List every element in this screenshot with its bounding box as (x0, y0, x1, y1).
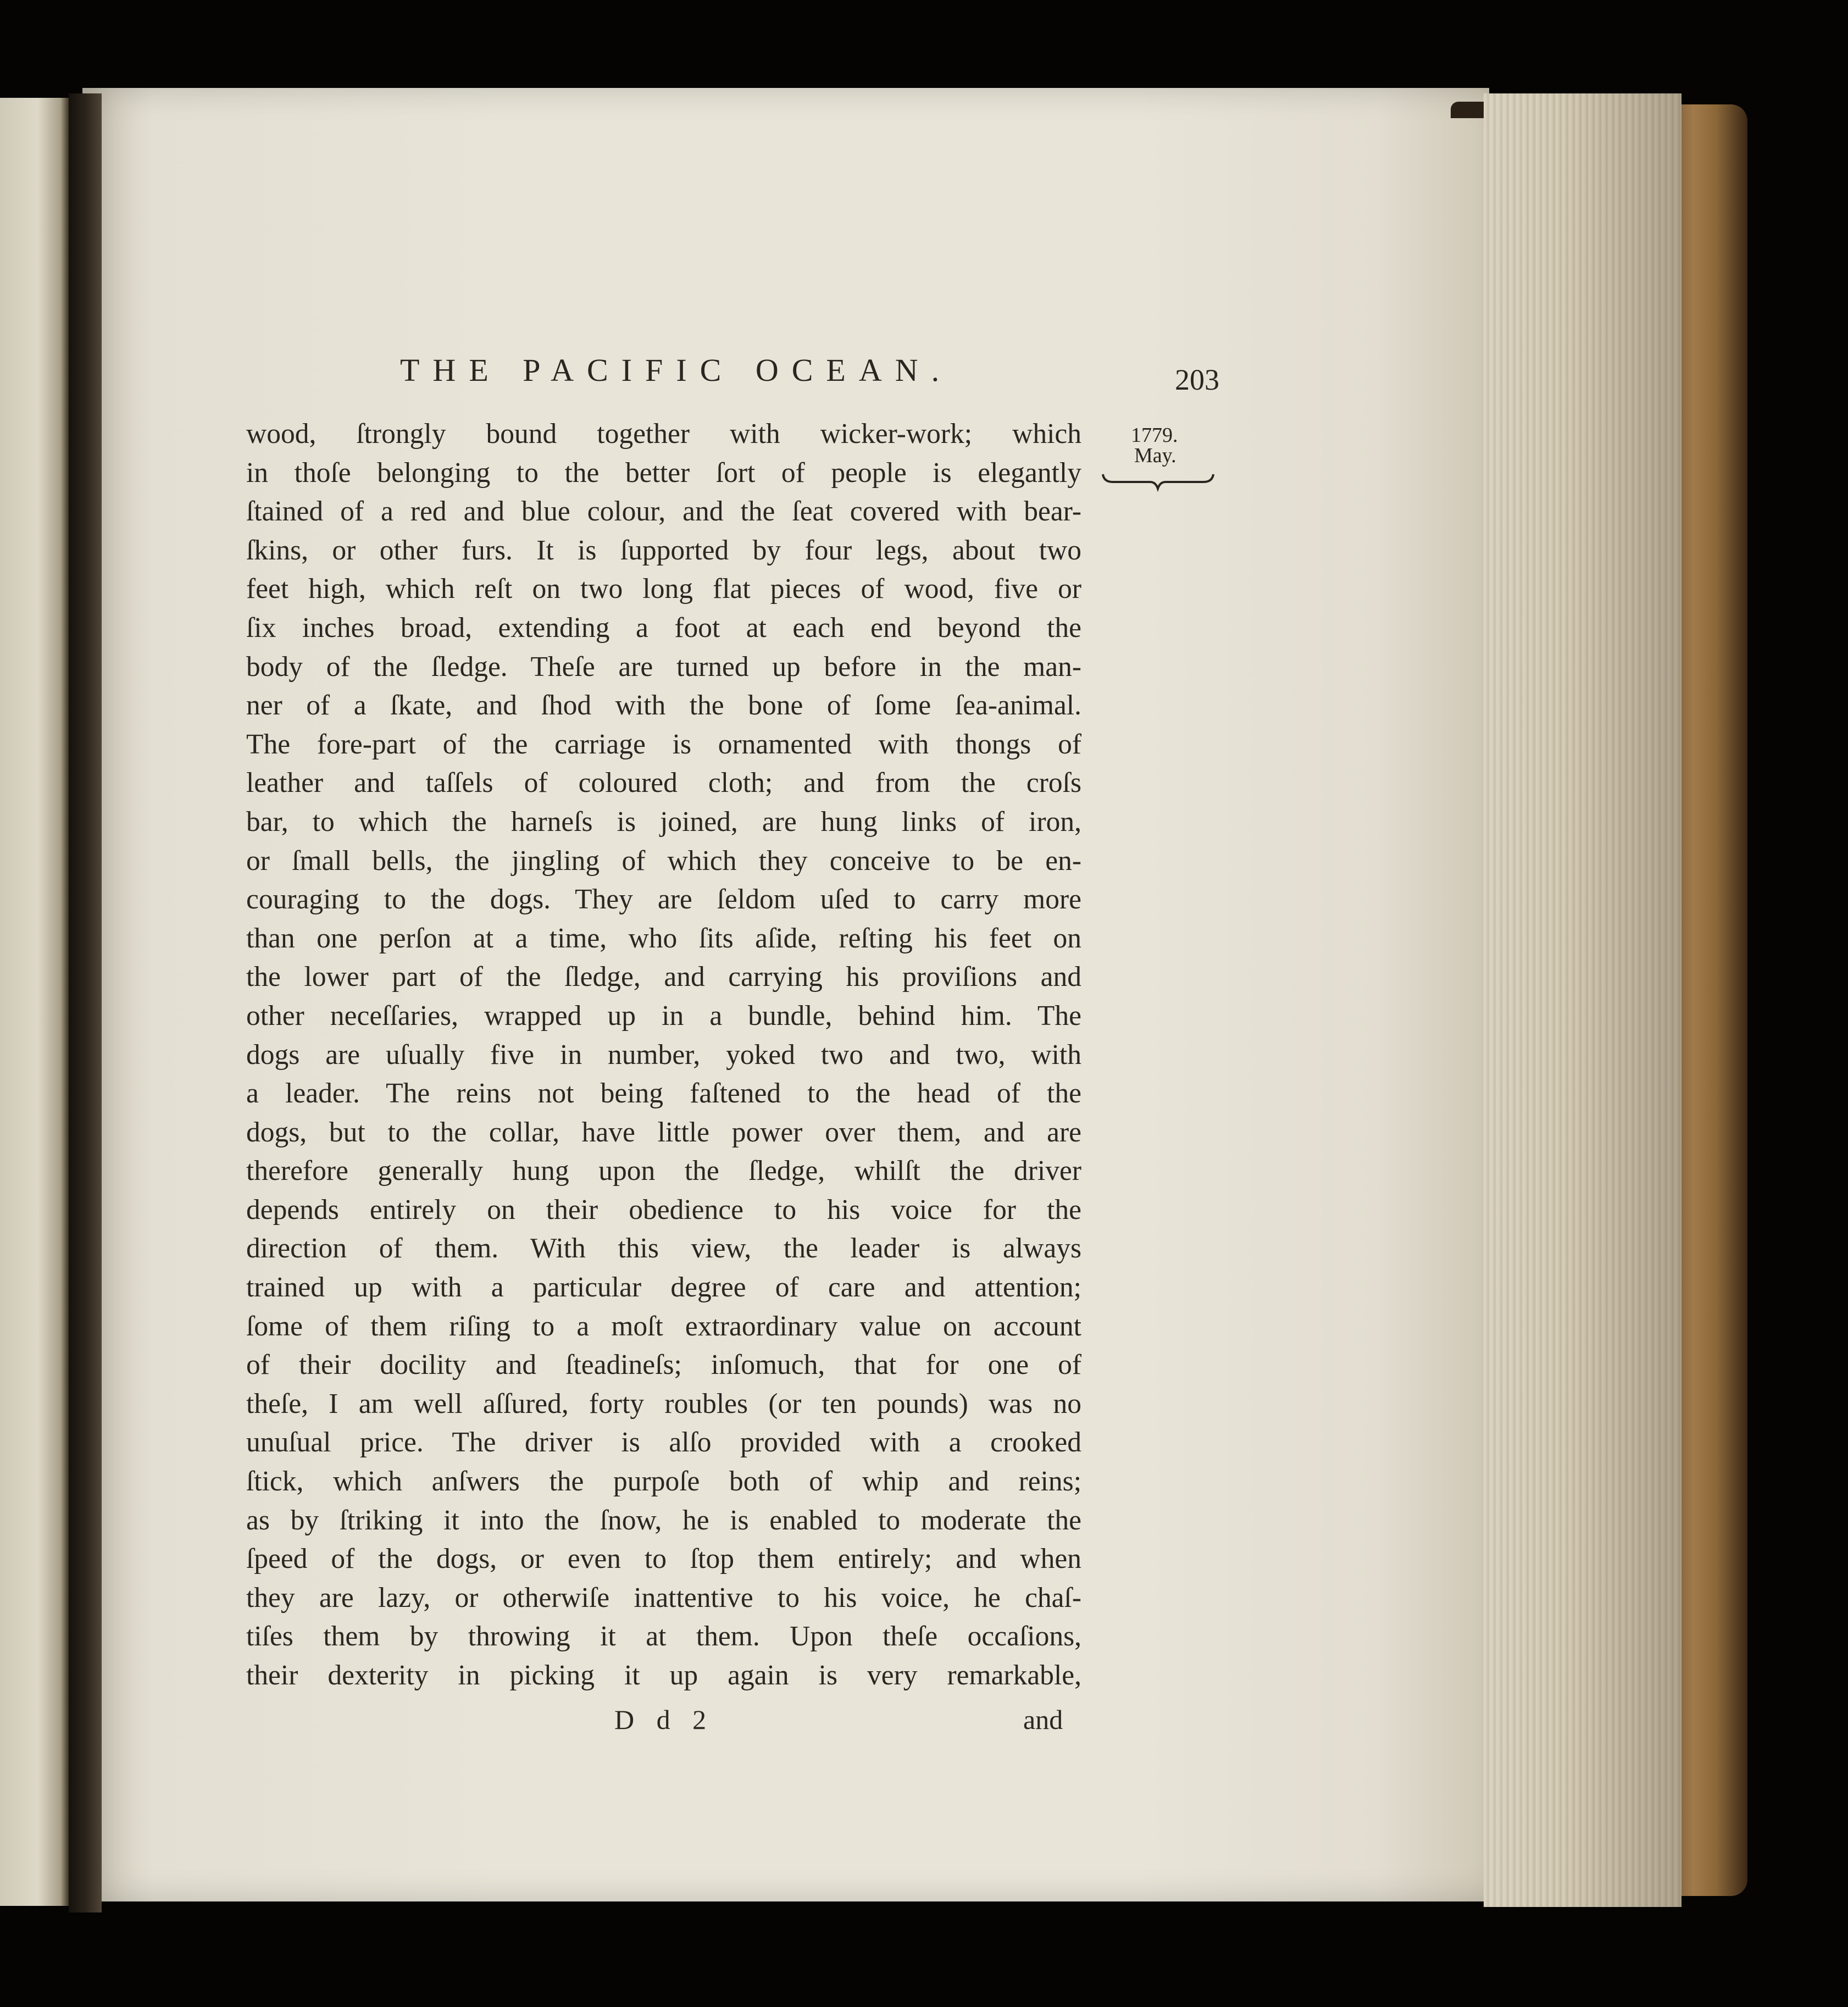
catchword: and (1023, 1704, 1063, 1735)
page-number: 203 (1175, 363, 1219, 396)
text-line: direction of them. With this view, the leader is always (246, 1233, 1081, 1265)
text-line: their dexterity in picking it up again is very remarkable, (246, 1660, 1081, 1691)
marginal-year: 1779. (1131, 424, 1178, 447)
text-line: tiſes them by throwing it at them. Upon theſe occaſions, (246, 1621, 1081, 1653)
text-line: ſpeed of the dogs, or even to ſtop them entirely; and when (246, 1543, 1081, 1575)
text-line: ſtick, which anſwers the purpoſe both of whip and reins; (246, 1466, 1081, 1498)
text-line: than one perſon at a time, who ſits aſide, reſting his feet on (246, 922, 1081, 954)
text-line: leather and taſſels of coloured cloth; and from the croſs (246, 767, 1081, 799)
text-line: they are lazy, or otherwiſe inattentive to his voice, he chaſ- (246, 1582, 1081, 1614)
text-line: body of the ſledge. Theſe are turned up before in the man- (246, 651, 1081, 683)
signature-mark: D d 2 (614, 1704, 714, 1735)
text-line: unuſual price. The driver is alſo provided with a crooked (246, 1427, 1081, 1459)
text-line: bar, to which the harneſs is joined, are hung links of iron, (246, 806, 1081, 838)
text-line: other neceſſaries, wrapped up in a bundle, behind him. The (246, 1000, 1081, 1032)
text-line: ſome of them riſing to a moſt extraordinary value on account (246, 1310, 1081, 1342)
book-gutter (69, 93, 102, 1912)
text-line: ſtained of a red and blue colour, and the ſeat covered with bear- (246, 496, 1081, 528)
text-line: depends entirely on their obedience to his voice for the (246, 1194, 1081, 1226)
text-line: or ſmall bells, the jingling of which they conceive to be en- (246, 845, 1081, 877)
marginal-brace-icon (1102, 470, 1214, 492)
text-line: ſkins, or other furs. It is ſupported by four legs, about two (246, 534, 1081, 566)
text-line: a leader. The reins not being faſtened to the head of the (246, 1078, 1081, 1110)
text-line: of their docility and ſteadineſs; inſomuch, that for one of (246, 1349, 1081, 1381)
text-line: wood, ſtrongly bound together with wicker-work; which (246, 418, 1081, 450)
text-line: the lower part of the ſledge, and carrying his proviſions and (246, 961, 1081, 993)
text-line: ſix inches broad, extending a foot at each end beyond the (246, 612, 1081, 644)
text-line: The fore-part of the carriage is ornamented with thongs of (246, 728, 1081, 760)
page-stack-shading (1484, 93, 1681, 1907)
facing-page-edge (0, 98, 69, 1906)
body-text (246, 415, 1081, 1695)
text-line: in thoſe belonging to the better ſort of people is elegantly (246, 457, 1081, 489)
running-head: THE PACIFIC OCEAN. (400, 352, 953, 388)
text-line: trained up with a particular degree of care and attention; (246, 1272, 1081, 1304)
text-line: feet high, which reſt on two long flat pieces of wood, five or (246, 573, 1081, 605)
text-line: as by ſtriking it into the ſnow, he is enabled to moderate the (246, 1504, 1081, 1536)
text-line: couraging to the dogs. They are ſeldom uſed to carry more (246, 884, 1081, 916)
text-line: dogs are uſually five in number, yoked two and two, with (246, 1039, 1081, 1071)
marginal-month: May. (1134, 444, 1176, 467)
text-line: dogs, but to the collar, have little power over them, and are (246, 1116, 1081, 1148)
text-line: ner of a ſkate, and ſhod with the bone of ſome ſea-animal. (246, 690, 1081, 722)
text-line: theſe, I am well aſſured, forty roubles (or ten pounds) was no (246, 1388, 1081, 1420)
text-line: therefore generally hung upon the ſledge, whilſt the driver (246, 1155, 1081, 1187)
leather-cover-edge (1671, 104, 1747, 1896)
